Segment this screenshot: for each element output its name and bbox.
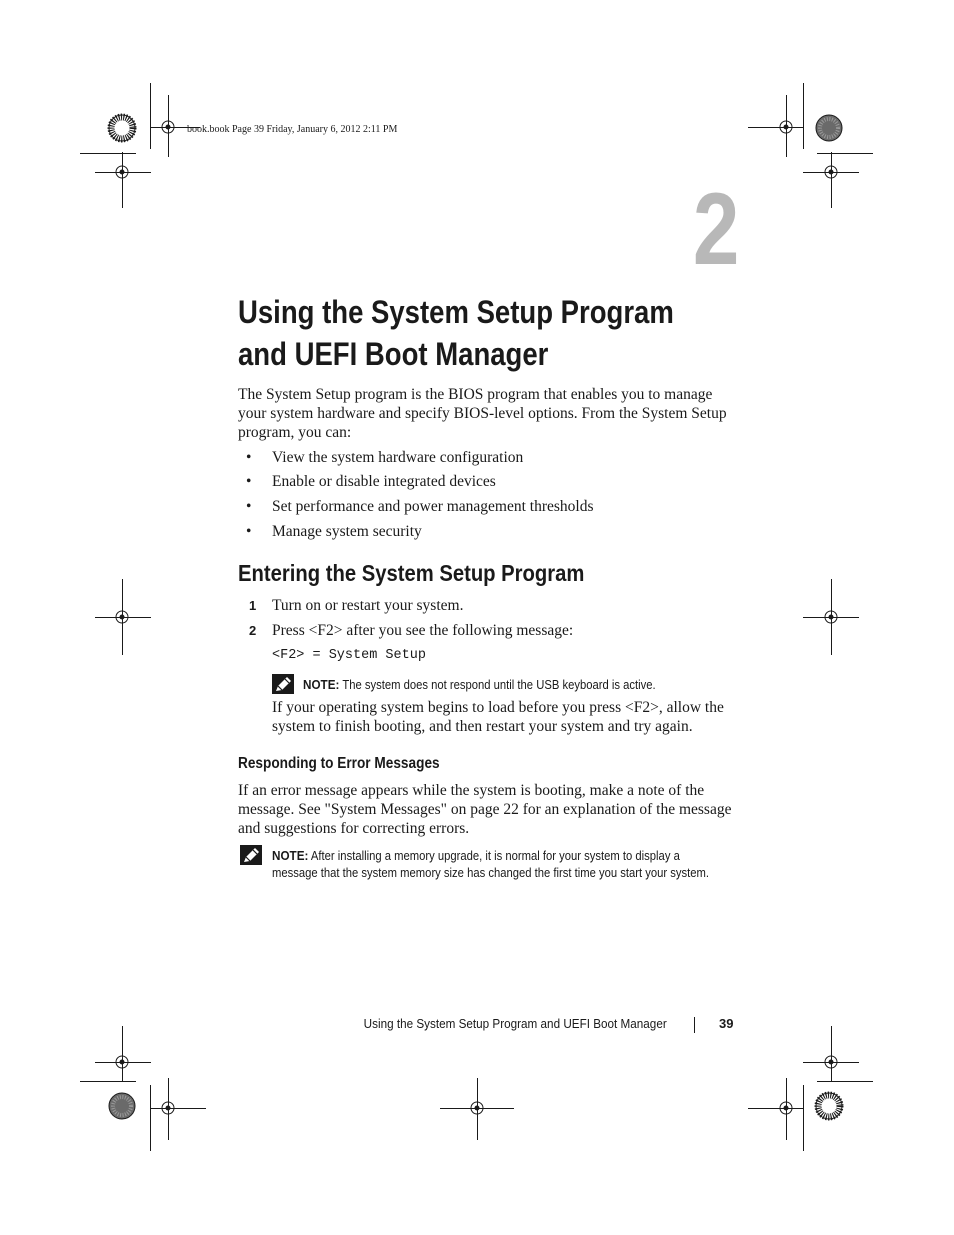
note-text: After installing a memory upgrade, it is normal for your system to display a message that the system memory size has changed the first time you start your system. bbox=[272, 849, 710, 880]
print-slug: book.book Page 39 Friday, January 6, 2012 2:11 PM bbox=[187, 124, 398, 135]
note-1 bbox=[303, 676, 717, 694]
bullet-icon: • bbox=[246, 498, 252, 515]
step-number: 2 bbox=[249, 623, 257, 638]
code-message: <F2> = System Setup bbox=[272, 648, 426, 663]
chapter-title bbox=[238, 291, 754, 375]
footer-title: Using the System Setup Program and UEFI Boot Manager bbox=[363, 1016, 667, 1031]
after-note-paragraph: If your operating system begins to load before you press <F2>, allow the system to finish booting, and then restart your system and try again. bbox=[272, 699, 724, 735]
note-pencil-icon bbox=[240, 845, 262, 865]
error-paragraph: If an error message appears while the system is booting, make a note of the message. See "System Messages" on page 22 for an explanation of the message and suggestions for correcting errors. bbox=[238, 782, 732, 837]
bullet-icon: • bbox=[246, 523, 252, 540]
chapter-title-line1: Using the System Setup Program bbox=[238, 294, 674, 330]
note-2 bbox=[272, 847, 713, 882]
page-number: 39 bbox=[719, 1016, 734, 1031]
step-number: 1 bbox=[249, 598, 257, 613]
step-text: Turn on or restart your system. bbox=[272, 597, 464, 614]
note-pencil-icon bbox=[272, 674, 294, 694]
chapter-title-line2: and UEFI Boot Manager bbox=[238, 336, 549, 372]
intro-paragraph: The System Setup program is the BIOS program that enables you to manage your system hardware and specify BIOS-level options. From the System Setup program, you can: bbox=[238, 386, 727, 441]
step-text: Press <F2> after you see the following message: bbox=[272, 622, 574, 639]
note-label: NOTE: bbox=[303, 677, 340, 692]
bullet-icon: • bbox=[246, 473, 252, 490]
note-text: The system does not respond until the USB keyboard is active. bbox=[342, 678, 656, 692]
footer-separator bbox=[694, 1017, 695, 1033]
note-label: NOTE: bbox=[272, 848, 309, 863]
section-heading: Entering the System Setup Program bbox=[238, 560, 585, 586]
chapter-number: 2 bbox=[693, 172, 738, 286]
subheading: Responding to Error Messages bbox=[238, 755, 440, 772]
bullet-icon: • bbox=[246, 449, 252, 466]
